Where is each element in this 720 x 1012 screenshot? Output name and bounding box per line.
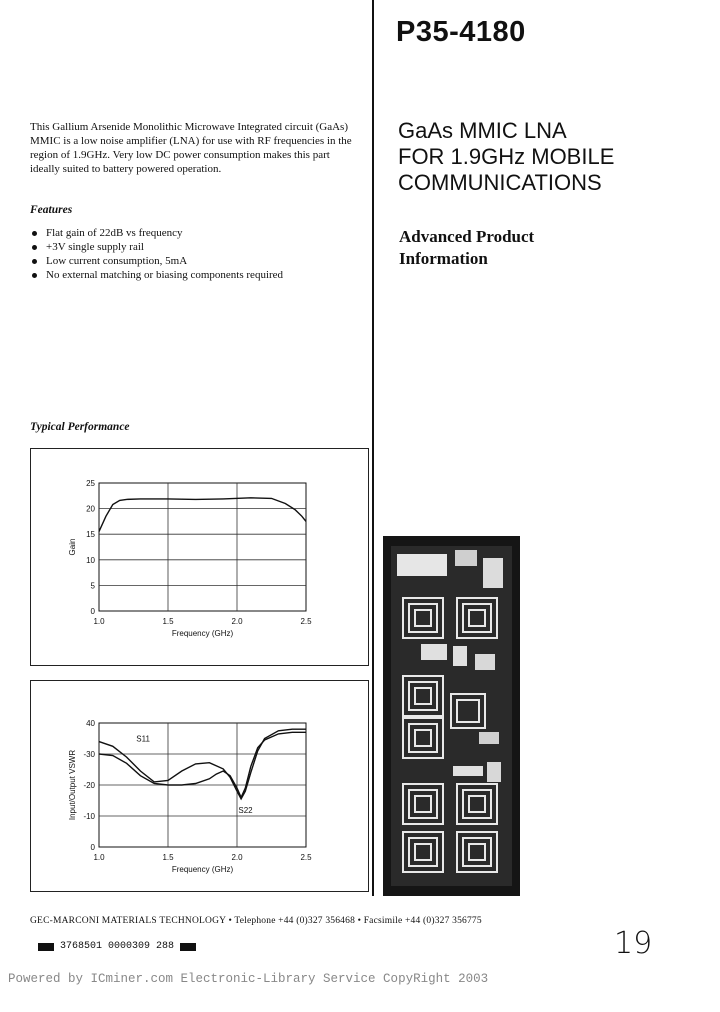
gain-chart-svg xyxy=(31,449,368,665)
part-number: P35-4180 xyxy=(396,16,526,48)
typical-performance-heading: Typical Performance xyxy=(30,421,130,433)
title-line-1: GaAs MMIC LNA xyxy=(398,118,567,143)
y-tick-label: 5 xyxy=(90,581,95,591)
y-tick-label: 40 xyxy=(86,719,95,728)
y-tick-label: 0 xyxy=(90,843,95,852)
y-tick-label: 15 xyxy=(86,530,95,540)
x-axis-label: Frequency (GHz) xyxy=(171,629,234,638)
title-line-3: COMMUNICATIONS xyxy=(398,170,602,195)
series-line-s11 xyxy=(99,729,306,799)
x-tick-label: 2.0 xyxy=(231,617,243,626)
x-tick-label: 1.0 xyxy=(93,853,105,862)
features-heading: Features xyxy=(30,204,73,216)
x-tick-label: 2.0 xyxy=(231,853,243,862)
feature-item: Flat gain of 22dB vs frequency xyxy=(30,226,370,240)
barcode-block-right xyxy=(180,943,196,951)
title-line-2: FOR 1.9GHz MOBILE xyxy=(398,144,615,169)
gain-chart xyxy=(30,448,369,666)
x-axis-label: Frequency (GHz) xyxy=(171,865,234,874)
product-title xyxy=(398,118,708,196)
x-tick-label: 1.5 xyxy=(162,617,174,626)
feature-item: No external matching or biasing components required xyxy=(30,268,370,282)
subtitle-line-2: Information xyxy=(399,249,488,268)
barcode-block-left xyxy=(38,943,54,951)
column-divider xyxy=(372,0,374,896)
vswr-chart-svg xyxy=(31,681,368,891)
x-tick-label: 2.5 xyxy=(300,853,312,862)
page-number: 19 xyxy=(614,926,653,961)
y-axis-label: Gain xyxy=(68,538,77,556)
vswr-chart xyxy=(30,680,369,892)
x-tick-label: 2.5 xyxy=(300,617,312,626)
x-tick-label: 1.0 xyxy=(93,617,105,626)
y-tick-label: 20 xyxy=(86,504,95,514)
x-tick-label: 1.5 xyxy=(162,853,174,862)
y-tick-label: -30 xyxy=(83,750,95,759)
subtitle-line-1: Advanced Product xyxy=(399,227,535,246)
y-tick-label: 25 xyxy=(86,479,95,488)
company-footer: GEC-MARCONI MATERIALS TECHNOLOGY • Telephone +44 (0)327 356468 • Facsimile +44 (0)327 356775 xyxy=(30,916,482,926)
series-line-s22 xyxy=(99,732,306,797)
advanced-product-info xyxy=(399,226,534,270)
barcode-row xyxy=(38,941,196,952)
y-tick-label: -20 xyxy=(83,781,95,790)
feature-item: +3V single supply rail xyxy=(30,240,370,254)
series-line-gain xyxy=(99,498,306,532)
y-tick-label: -10 xyxy=(83,812,95,821)
y-axis-label: Input/Output VSWR xyxy=(68,749,77,821)
feature-item: Low current consumption, 5mA xyxy=(30,254,370,268)
y-tick-label: 0 xyxy=(90,607,95,616)
chip-die-photo xyxy=(383,536,520,896)
powered-by-notice: Powered by ICminer.com Electronic-Library Service CopyRight 2003 xyxy=(8,972,489,986)
plot-frame xyxy=(99,483,306,611)
intro-paragraph: This Gallium Arsenide Monolithic Microwave Integrated circuit (GaAs) MMIC is a low noise amplifier (LNA) for use with RF frequencies in the region of 1.9GHz. Very low DC power consumption makes this part ideally suited to battery powered operation. xyxy=(30,121,352,175)
die-image-svg xyxy=(383,536,520,896)
y-tick-label: 10 xyxy=(86,555,95,565)
barcode-number: 3768501 0000309 288 xyxy=(60,941,175,952)
series-label-s22: S22 xyxy=(238,805,253,815)
series-label-s11: S11 xyxy=(136,734,150,744)
features-list xyxy=(30,226,370,282)
